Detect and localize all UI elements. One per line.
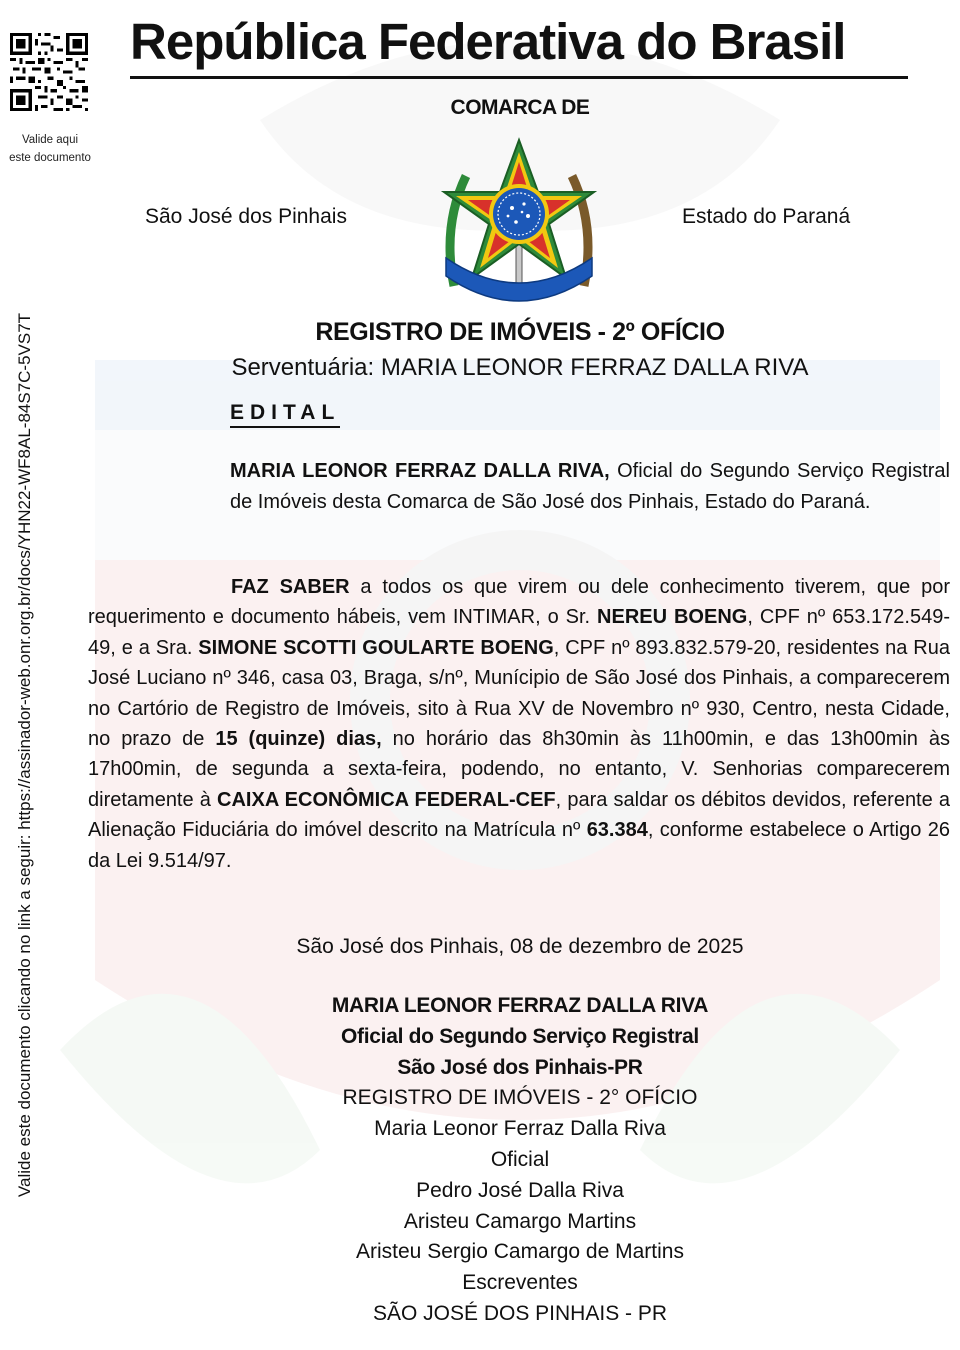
body-text-6: , conforme estabelece o Artigo 26 da Lei 9.514/97. [88, 819, 951, 872]
intro-name: MARIA LEONOR FERRAZ DALLA RIVA, [230, 460, 610, 482]
body-text-5: , para saldar os débitos devidos, referente a Alienação Fiduciária do imóvel descrito na Matrícula nº [88, 788, 951, 842]
closing-city: SÃO JOSÉ DOS PINHAIS - PR [372, 1301, 668, 1325]
brazil-coat-of-arms-icon [436, 136, 602, 304]
comarca-label: COMARCA DE [450, 96, 590, 119]
matricula-number: 63.384 [586, 819, 648, 842]
clerks-label: Escreventes [462, 1271, 578, 1295]
body-text-2: , CPF nº 653.172.549-49, e a Sra. [88, 606, 950, 659]
state-label: Estado do Paraná [682, 205, 851, 228]
vertical-validation-link[interactable]: Valide este documento clicando no link a seguir: https://assinador-web.onr.org.br/docs/YHN22-WF8AL-84S7C-5VS7T [15, 312, 34, 1198]
date-line: São José dos Pinhais, 08 de dezembro de 2025 [296, 935, 744, 958]
serventuaria-line [120, 354, 920, 382]
qr-caption-line2: este documento [9, 152, 91, 164]
intro-paragraph [230, 456, 950, 518]
signature-name: MARIA LEONOR FERRAZ DALLA RIVA [331, 994, 709, 1017]
body-text-1: a todos os que virem ou dele conhecimento tiverem, que por requerimento e documento hábeis, vem INTIMAR, o Sr. [88, 576, 951, 629]
intro-text: Oficial do Segundo Serviço Registral de Imóveis desta Comarca de São José dos Pinhais, Estado do Paraná. [230, 460, 950, 513]
serventuaria-name: MARIA LEONOR FERRAZ DALLA RIVA [380, 354, 809, 381]
signature-role: Oficial do Segundo Serviço Registral [341, 1024, 699, 1048]
clerk-1: Pedro José Dalla Riva [416, 1178, 624, 1202]
page-title: República Federativa do Brasil [130, 10, 908, 79]
edital-heading: EDITAL [230, 400, 340, 428]
name-simone: SIMONE SCOTTI GOULARTE BOENG [198, 636, 554, 659]
body-text-4: no horário das 8h30min às 11h00min, e das 13h00min às 17h00min, de segunda a sexta-feira, podendo, no entanto, V. Senhorias comparecerem diretamente à [88, 728, 950, 811]
serventuaria-label: Serventuária: [231, 354, 375, 381]
signature-block [160, 991, 880, 1330]
comarca-city: São José dos Pinhais [145, 205, 347, 228]
body-text-3: , CPF nº 893.832.579-20, residentes na Rua José Luciano nº 346, casa 03, Braga, s/nº, Munícipio de São José dos Pinhais, a comparecerem no Cartório de Registro de Imóveis, sito à Rua XV de Novembro nº 930, Centro, nesta Cidade, no prazo de [88, 636, 950, 751]
qr-caption [0, 131, 100, 167]
deadline: 15 (quinze) dias, [215, 728, 382, 751]
body-paragraph [88, 572, 950, 876]
clerk-2: Aristeu Camargo Martins [403, 1209, 637, 1233]
faz-saber: FAZ SABER [231, 576, 350, 598]
registry-title: REGISTRO DE IMÓVEIS - 2º OFÍCIO [315, 318, 725, 346]
bank-name: CAIXA ECONÔMICA FEDERAL-CEF [217, 788, 556, 811]
qr-code[interactable] [10, 33, 88, 111]
signature-officer-name: Maria Leonor Ferraz Dalla Riva [374, 1117, 666, 1141]
qr-caption-line1: Valide aqui [21, 134, 79, 146]
signature-city: São José dos Pinhais-PR [397, 1055, 643, 1079]
name-nereu: NEREU BOENG [597, 606, 748, 629]
signature-officer-title: Oficial [490, 1147, 550, 1171]
signature-registry: REGISTRO DE IMÓVEIS - 2° OFÍCIO [342, 1086, 698, 1110]
clerk-3: Aristeu Sergio Camargo de Martins [356, 1240, 684, 1264]
